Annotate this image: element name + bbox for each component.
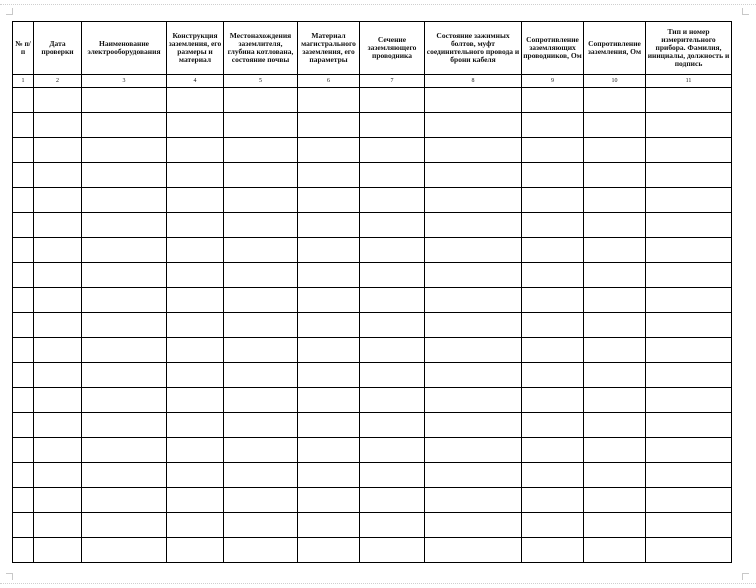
table-cell[interactable] [522,163,584,188]
table-cell[interactable] [34,188,82,213]
table-cell[interactable] [360,513,425,538]
margin-corner-top-left [6,8,13,15]
column-number: 9 [522,75,584,88]
table-cell[interactable] [646,163,732,188]
table-cell[interactable] [224,313,298,338]
table-cell[interactable] [167,313,224,338]
table-cell[interactable] [224,238,298,263]
header-cell-date: Дата проверки [34,22,82,75]
table-cell[interactable] [360,538,425,563]
table-cell[interactable] [34,238,82,263]
table-cell[interactable] [224,163,298,188]
table-cell[interactable] [425,463,522,488]
table-cell[interactable] [522,513,584,538]
table-cell[interactable] [360,338,425,363]
table-cell[interactable] [360,188,425,213]
table-cell[interactable] [167,538,224,563]
table-cell[interactable] [224,363,298,388]
table-cell[interactable] [646,513,732,538]
table-cell[interactable] [425,138,522,163]
table-cell[interactable] [13,188,34,213]
table-cell[interactable] [522,238,584,263]
page-top-edge [0,4,756,5]
table-cell[interactable] [425,113,522,138]
table-cell[interactable] [34,463,82,488]
table-cell[interactable] [13,363,34,388]
table-cell[interactable] [224,463,298,488]
table-cell[interactable] [646,288,732,313]
column-number: 1 [13,75,34,88]
table-cell[interactable] [522,463,584,488]
table-cell[interactable] [82,338,167,363]
table-cell[interactable] [82,313,167,338]
table-cell[interactable] [167,438,224,463]
table-cell[interactable] [34,163,82,188]
table-cell[interactable] [13,213,34,238]
table-cell[interactable] [425,513,522,538]
header-cell-construction: Конструкция заземления, его размеры и материал [167,22,224,75]
table-cell[interactable] [584,213,646,238]
table-cell[interactable] [34,263,82,288]
table-cell[interactable] [167,413,224,438]
table-cell[interactable] [425,188,522,213]
table-cell[interactable] [298,413,360,438]
table-cell[interactable] [298,288,360,313]
table-cell[interactable] [298,213,360,238]
table-cell[interactable] [522,188,584,213]
table-row [13,413,732,438]
table-cell[interactable] [167,488,224,513]
table-cell[interactable] [13,238,34,263]
table-cell[interactable] [224,338,298,363]
table-row [13,213,732,238]
table-row [13,488,732,513]
table-cell[interactable] [646,463,732,488]
table-cell[interactable] [298,388,360,413]
table-cell[interactable] [82,513,167,538]
table-cell[interactable] [584,288,646,313]
column-number: 7 [360,75,425,88]
header-cell-ground-resistance: Сопротивление заземления, Ом [584,22,646,75]
table-cell[interactable] [584,438,646,463]
table-cell[interactable] [646,488,732,513]
table-cell[interactable] [82,363,167,388]
table-cell[interactable] [82,488,167,513]
table-row [13,163,732,188]
table-cell[interactable] [167,338,224,363]
column-number: 5 [224,75,298,88]
table-cell[interactable] [298,188,360,213]
header-cell-equipment: Наименование электрооборудования [82,22,167,75]
table-cell[interactable] [425,413,522,438]
table-cell[interactable] [82,213,167,238]
table-cell[interactable] [584,163,646,188]
column-number: 10 [584,75,646,88]
table-cell[interactable] [82,138,167,163]
table-cell[interactable] [298,338,360,363]
table-cell[interactable] [167,388,224,413]
table-cell[interactable] [224,388,298,413]
table-cell[interactable] [82,538,167,563]
table-cell[interactable] [34,213,82,238]
table-cell[interactable] [13,338,34,363]
header-cell-bolts-state: Состояние зажимных болтов, муфт соединительного провода и брони кабеля [425,22,522,75]
table-cell[interactable] [13,138,34,163]
table-cell[interactable] [360,138,425,163]
column-number-row [13,75,732,88]
table-cell[interactable] [298,513,360,538]
table-cell[interactable] [646,263,732,288]
table-cell[interactable] [522,288,584,313]
table-cell[interactable] [224,213,298,238]
table-cell[interactable] [584,188,646,213]
header-cell-location: Местонахождения заземлителя, глубина котлована, состояние почвы [224,22,298,75]
column-number: 8 [425,75,522,88]
header-cell-material: Материал магистрального заземления, его параметры [298,22,360,75]
table-cell[interactable] [425,163,522,188]
table-cell[interactable] [522,88,584,113]
table-cell[interactable] [522,363,584,388]
margin-corner-bottom-right [742,573,749,580]
table-cell[interactable] [646,438,732,463]
table-cell[interactable] [522,263,584,288]
table-cell[interactable] [360,438,425,463]
table-cell[interactable] [522,338,584,363]
table-cell[interactable] [82,288,167,313]
table-cell[interactable] [584,488,646,513]
table-row [13,263,732,288]
table-cell[interactable] [298,438,360,463]
table-cell[interactable] [584,263,646,288]
table-cell[interactable] [425,538,522,563]
table-cell[interactable] [646,213,732,238]
table-cell[interactable] [82,113,167,138]
table-cell[interactable] [584,113,646,138]
table-cell[interactable] [522,213,584,238]
table-cell[interactable] [584,88,646,113]
table-cell[interactable] [584,138,646,163]
table-cell[interactable] [224,113,298,138]
table-cell[interactable] [298,263,360,288]
table-cell[interactable] [82,463,167,488]
table-cell[interactable] [360,463,425,488]
table-cell[interactable] [425,388,522,413]
header-cell-instrument-signature: Тип и номер измерительного прибора. Фамилия, инициалы, должность и подпись [646,22,732,75]
table-cell[interactable] [584,513,646,538]
table-cell[interactable] [224,263,298,288]
table-cell[interactable] [646,388,732,413]
table-cell[interactable] [167,513,224,538]
table-row [13,188,732,213]
table-cell[interactable] [167,463,224,488]
column-number: 6 [298,75,360,88]
table-cell[interactable] [584,238,646,263]
table-cell[interactable] [224,288,298,313]
column-number: 4 [167,75,224,88]
table-cell[interactable] [425,288,522,313]
table-cell[interactable] [34,138,82,163]
table-cell[interactable] [13,463,34,488]
table-cell[interactable] [13,263,34,288]
table-row [13,88,732,113]
table-cell[interactable] [522,113,584,138]
table-cell[interactable] [425,88,522,113]
table-cell[interactable] [167,138,224,163]
table-row [13,288,732,313]
table-cell[interactable] [298,538,360,563]
table-row [13,363,732,388]
table-cell[interactable] [82,388,167,413]
table-cell[interactable] [360,88,425,113]
table-cell[interactable] [167,213,224,238]
table-cell[interactable] [646,313,732,338]
table-cell[interactable] [298,113,360,138]
table-header-row [13,22,732,75]
table-cell[interactable] [34,313,82,338]
table-cell[interactable] [584,313,646,338]
table-row [13,463,732,488]
table-cell[interactable] [298,363,360,388]
table-cell[interactable] [522,438,584,463]
table-cell[interactable] [584,463,646,488]
table-cell[interactable] [298,138,360,163]
table-cell[interactable] [224,513,298,538]
table-cell[interactable] [646,88,732,113]
column-number: 3 [82,75,167,88]
table-cell[interactable] [425,313,522,338]
table-cell[interactable] [13,88,34,113]
table-cell[interactable] [584,363,646,388]
table-cell[interactable] [522,413,584,438]
table-cell[interactable] [646,363,732,388]
table-cell[interactable] [224,138,298,163]
header-cell-section: Сечение заземляющего проводника [360,22,425,75]
table-cell[interactable] [425,338,522,363]
table-cell[interactable] [224,538,298,563]
table-cell[interactable] [13,538,34,563]
table-cell[interactable] [82,238,167,263]
table-cell[interactable] [82,88,167,113]
table-cell[interactable] [167,363,224,388]
table-cell[interactable] [167,113,224,138]
table-cell[interactable] [82,438,167,463]
table-row [13,238,732,263]
table-row [13,113,732,138]
table-cell[interactable] [224,88,298,113]
table-cell[interactable] [360,313,425,338]
table-row [13,313,732,338]
table-cell[interactable] [167,163,224,188]
table-cell[interactable] [34,538,82,563]
table-cell[interactable] [646,413,732,438]
table-cell[interactable] [360,113,425,138]
table-cell[interactable] [425,488,522,513]
margin-corner-top-right [742,8,749,15]
table-cell[interactable] [167,288,224,313]
table-cell[interactable] [425,438,522,463]
table-cell[interactable] [34,413,82,438]
table-cell[interactable] [360,213,425,238]
table-row [13,338,732,363]
table-row [13,388,732,413]
table-cell[interactable] [425,213,522,238]
table-body [13,88,732,563]
table-row [13,538,732,563]
table-cell[interactable] [584,413,646,438]
table-row [13,438,732,463]
table-cell[interactable] [522,538,584,563]
header-cell-number: № п/п [13,22,34,75]
table-cell[interactable] [13,513,34,538]
table-cell[interactable] [224,188,298,213]
table-cell[interactable] [13,113,34,138]
table-cell[interactable] [360,238,425,263]
table-cell[interactable] [298,313,360,338]
table-cell[interactable] [13,488,34,513]
table-cell[interactable] [34,88,82,113]
table-cell[interactable] [360,413,425,438]
table-cell[interactable] [224,488,298,513]
table-cell[interactable] [584,388,646,413]
table-cell[interactable] [167,88,224,113]
table-cell[interactable] [522,138,584,163]
grounding-inspection-table [12,21,732,563]
table-cell[interactable] [298,463,360,488]
table-cell[interactable] [522,388,584,413]
table-row [13,138,732,163]
column-number: 2 [34,75,82,88]
table-cell[interactable] [646,238,732,263]
table-cell[interactable] [167,238,224,263]
table-cell[interactable] [425,263,522,288]
table-cell[interactable] [646,138,732,163]
table-row [13,513,732,538]
margin-corner-bottom-left [6,573,13,580]
page-bottom-edge [0,583,756,584]
table-cell[interactable] [522,313,584,338]
table-cell[interactable] [646,538,732,563]
table-cell[interactable] [167,188,224,213]
table-cell[interactable] [34,288,82,313]
column-number: 11 [646,75,732,88]
table-cell[interactable] [425,363,522,388]
table-cell[interactable] [584,538,646,563]
table-cell[interactable] [13,438,34,463]
table-cell[interactable] [224,413,298,438]
table-cell[interactable] [13,313,34,338]
table-cell[interactable] [13,413,34,438]
table-cell[interactable] [298,238,360,263]
table-cell[interactable] [13,163,34,188]
table-cell[interactable] [34,388,82,413]
table-cell[interactable] [82,163,167,188]
table-cell[interactable] [360,488,425,513]
table-cell[interactable] [646,338,732,363]
table-cell[interactable] [167,263,224,288]
table-cell[interactable] [34,513,82,538]
table-cell[interactable] [360,163,425,188]
table-cell[interactable] [646,188,732,213]
table-cell[interactable] [34,488,82,513]
table-cell[interactable] [298,88,360,113]
table-cell[interactable] [34,338,82,363]
table-cell[interactable] [425,238,522,263]
table-cell[interactable] [34,363,82,388]
table-cell[interactable] [34,438,82,463]
table-cell[interactable] [360,363,425,388]
header-cell-conductor-resistance: Сопротивление заземляющих проводников, Ом [522,22,584,75]
table-cell[interactable] [13,288,34,313]
table-cell[interactable] [360,288,425,313]
table-cell[interactable] [646,113,732,138]
table-cell[interactable] [82,188,167,213]
table-cell[interactable] [360,388,425,413]
table-cell[interactable] [298,488,360,513]
table-cell[interactable] [82,263,167,288]
table-cell[interactable] [298,163,360,188]
table-cell[interactable] [34,113,82,138]
table-cell[interactable] [522,488,584,513]
table-cell[interactable] [224,438,298,463]
table-cell[interactable] [584,338,646,363]
table-cell[interactable] [360,263,425,288]
table-cell[interactable] [13,388,34,413]
table-cell[interactable] [82,413,167,438]
